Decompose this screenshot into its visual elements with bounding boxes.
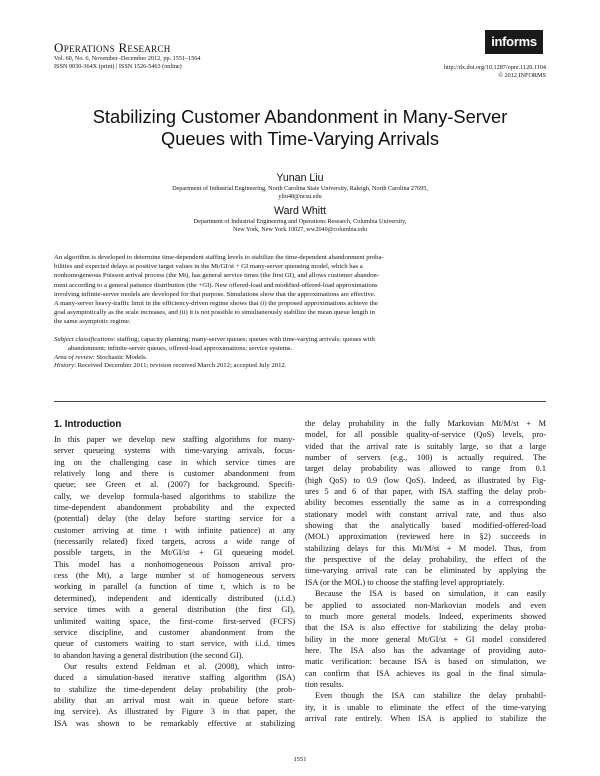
abstract-line: ment according to a general patience distribution (the +GI). New offered-load and modified-offered-load approximations <box>54 281 378 289</box>
area-text: : Stochastic Models. <box>92 353 148 361</box>
text-line: that the ISA is also effective for stabilizing the delay proba- <box>305 623 546 633</box>
text-line: relatively long and there is customer abandonment from <box>54 469 295 479</box>
text-line: ity, it is unable to eliminate the effect of the time-varying <box>305 702 546 712</box>
abstract-line: involving infinite-server models are developed for that purpose. Simulations show that the approximations are effective. <box>54 290 376 298</box>
section-heading: 1. Introduction <box>54 419 122 430</box>
text-line: Even though the ISA can stabilize the delay probabil- <box>315 691 546 701</box>
text-line: Because the ISA is based on simulation, it can easily <box>315 589 546 599</box>
text-line: target delay probability was allowed to range from 0.1 <box>305 464 546 474</box>
abstract-line: the same asymptotic regime. <box>54 318 131 326</box>
history-text: : Received December 2011; revision received March 2012; accepted July 2012. <box>74 362 287 370</box>
affiliation-line: Department of Industrial Engineering and Operations Research, Columbia University, <box>193 218 407 225</box>
text-line: possible targets, in the Mt/GI/st + GI queueing model. <box>54 548 295 558</box>
text-line: model, for all possible quality-of-service (QoS) levels, pro- <box>305 430 546 440</box>
title-line-1: Stabilizing Customer Abandonment in Many-Server <box>92 106 508 127</box>
text-line: vided that the arrival rate is suitably large, so that a large <box>305 441 546 451</box>
text-line: unlimited waiting space, the first-come first-served (FCFS) <box>54 616 295 626</box>
text-line: the perspective of the delay probability, the effect of the <box>305 555 546 565</box>
area-of-review <box>54 354 546 363</box>
text-line: queue; see Green et al. (2007) for background. Specifi- <box>54 480 295 490</box>
text-line: ISA was shown to be remarkably effective at stabilizing <box>54 718 295 728</box>
text-line: service times with a general distribution (the first GI), <box>54 605 295 615</box>
doi-block <box>346 64 546 80</box>
volume-line: Vol. 60, No. 6, November–December 2012, pp. 1551–1564 <box>54 55 201 62</box>
text-line: arrival rate entirely. When ISA is applied to stabilize the <box>305 713 546 723</box>
text-line: to much more general models. Indeed, experiments showed <box>305 611 546 621</box>
affiliation-line: Department of Industrial Engineering, North Carolina State University, Raleigh, North Carolina 27695, <box>172 185 428 192</box>
text-line: server queueing systems with time-varying arrivals, focus- <box>54 446 295 456</box>
subject-label: Subject classifications <box>54 336 114 343</box>
text-line: This model has a nonhomogeneous Poisson arrival pro- <box>54 559 295 569</box>
text-line: In this paper we develop new staffing algorithms for many- <box>54 435 295 444</box>
text-line: bility in the more general Mt/GI/st + GI model considered <box>305 634 546 644</box>
journal-name: Operations Research <box>54 40 171 55</box>
area-label: Area of review <box>54 353 93 361</box>
text-line: Our results extend Feldman et al. (2008), which intro- <box>64 661 295 671</box>
text-line: matic verification: because ISA is based on simulation, we <box>305 657 546 667</box>
text-line: ing service). As illustrated by Figure 3 in that paper, the <box>54 707 295 717</box>
text-line: (MOL) approximation (reviewed here in §2) succeeds in <box>305 532 546 542</box>
text-line: ing on the challenging case in which service times are <box>54 457 295 467</box>
title-line-2: Queues with Time-Varying Arrivals <box>160 128 440 149</box>
text-line: duced a simulation-based iterative staffing algorithm (ISA) <box>54 673 295 683</box>
text-line: ures 5 and 6 of that paper, with ISA staffing the delay prob- <box>305 487 546 497</box>
abstract-line: nonhomogeneous Poisson arrival process (the Mt), has general service times (the first GI), and allows customer abandon- <box>54 272 380 280</box>
text-line: here. The ISA also has the advantage of providing auto- <box>305 645 546 655</box>
author-affiliation-2 <box>100 218 500 234</box>
abstract-line: An algorithm is developed to determine time-dependent staffing levels to stabilize the time-dependent abandonment proba- <box>54 254 384 261</box>
right-column <box>305 418 546 724</box>
author-name-1: Yunan Liu <box>276 172 324 184</box>
text-line: customer arriving at time t with infinite patience) at any <box>54 525 295 535</box>
text-line: (necessarily related) fixed targets, across a wide range of <box>54 537 295 547</box>
keywords-block <box>54 336 546 371</box>
text-line: can confirm that ISA achieves its goal in the final simula- <box>305 668 546 678</box>
text-line: be applied to associated non-Markovian models and even <box>305 600 546 610</box>
text-line: to abandon having a general distribution (the second GI). <box>54 650 244 660</box>
text-line: showing that the analytically based modified-offered-load <box>305 521 546 531</box>
subject-classifications <box>54 336 546 345</box>
paper-title <box>40 106 560 150</box>
text-line: tion results. <box>305 679 344 689</box>
text-line: the delay probability in the fully Markovian Mt/M/st + M <box>305 419 546 428</box>
text-line: cally, we develop formula-based algorithms to stabilize the <box>54 491 295 501</box>
copyright-line: © 2012 INFORMS <box>498 72 546 79</box>
text-line: (high QoS) to 0.9 (low QoS). Indeed, as illustrated by Fig- <box>305 475 546 485</box>
affiliation-line: New York, New York 10027, ww2040@columbia.edu <box>233 226 367 233</box>
text-line: queue of customers waiting to start service, with i.i.d. times <box>54 639 295 649</box>
text-line: to stabilize the time-dependent delay probability (the prob- <box>54 684 295 694</box>
text-line: ability that an arrival must wait in queue before start- <box>54 695 295 705</box>
text-line: cess (the Mt), a large number st of homogeneous servers <box>54 571 295 581</box>
abstract-line: goal asymptotically as the scale increases, and (ii) it is not possible to simultaneously stabilize the mean queue length in <box>54 309 375 317</box>
history-label: History <box>54 362 75 370</box>
text-line: working in parallel (a function of time t, which is to be <box>54 582 295 592</box>
doi-link[interactable]: http://dx.doi.org/10.1287/opre.1120.1104 <box>443 64 546 71</box>
author-email[interactable]: yliu48@ncsu.edu <box>278 193 322 200</box>
author-affiliation-1 <box>100 185 500 201</box>
subject-text: : staffing; capacity planning; many-server queues; queues with time-varying arrivals; queues with <box>113 336 375 343</box>
subject-text-cont: abandonment; infinite-server queues, offered-load approximations; service systems. <box>68 344 293 352</box>
author-name-2: Ward Whitt <box>274 205 326 217</box>
text-line: stabilizing delays for this Mt/M/st + M model. Thus, from <box>305 543 546 553</box>
text-line: (potential) delay (the delay before starting service for a <box>54 514 295 524</box>
left-column <box>54 418 295 729</box>
text-line: time-dependent abandonment probability and the expected <box>54 503 295 513</box>
text-line: determined), independent and identically distributed (i.i.d.) <box>54 593 295 603</box>
text-line: ISA (or the MOL) to choose the staffing level appropriately. <box>305 577 505 587</box>
text-line: time-varying arrival rate can be eliminated by applying the <box>305 566 546 576</box>
journal-meta <box>54 55 200 71</box>
publisher-logo <box>485 30 543 54</box>
publisher-logo-text: informs <box>491 34 537 49</box>
page-number: 1551 <box>293 756 307 763</box>
text-line: number of servers (e.g., 100) is actually required. The <box>305 453 546 463</box>
text-line: stationary model with constant arrival rate, and thus also <box>305 509 546 519</box>
text-line: ability becomes essentially the same as in a corresponding <box>305 498 546 508</box>
abstract-line: bilities and expected delays at positive target values in the Mt/GI/st + GI many-server queueing model, which has a <box>54 263 363 271</box>
text-line: service discipline, and customer abandonment from the <box>54 627 295 637</box>
abstract <box>54 253 546 327</box>
issn-line: ISSN 0030-364X (print) | ISSN 1526-5463 (online) <box>54 63 182 70</box>
abstract-line: A many-server heavy-traffic limit in the efficiency-driven regime shows that (i) the proposed approximations achieve the <box>54 300 378 308</box>
section-divider <box>54 401 546 402</box>
history <box>54 362 546 371</box>
